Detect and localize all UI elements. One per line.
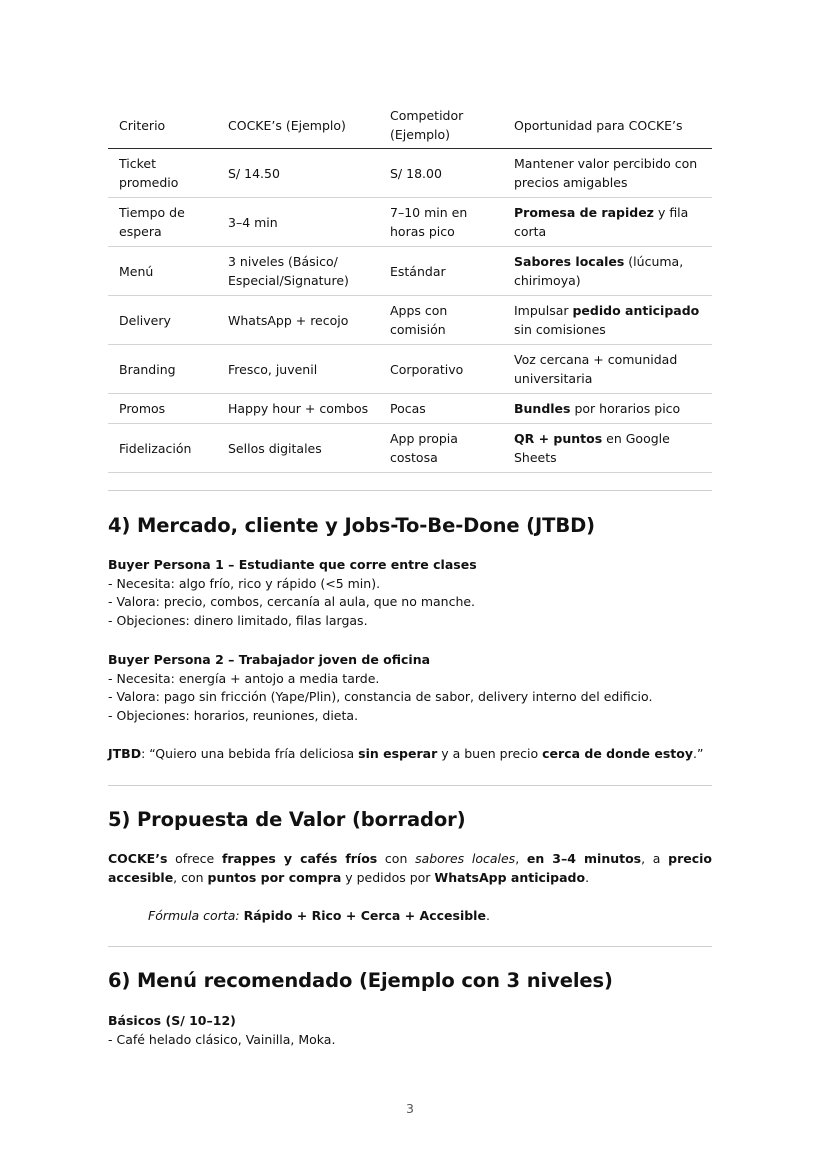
table-cell-criterio: Tiempo de espera — [119, 205, 185, 239]
table-row — [108, 394, 712, 424]
jtbd-text: .” — [693, 746, 704, 761]
table-cell-competidor: Estándar — [390, 263, 446, 279]
table-cell-criterio: Branding — [119, 361, 176, 377]
buyer-persona-1 — [108, 556, 712, 630]
table-cell-criterio: Fidelización — [119, 440, 192, 456]
value-proposition-paragraph: COCKE’s ofrece frappes y cafés fríos con sabores locales, en 3–4 minutos, a precio accesible, con puntos por compra y pedidos por WhatsApp anticipado. — [108, 851, 713, 885]
jtbd-emphasis: sin esperar — [358, 746, 438, 761]
table-cell-cocke: Sellos digitales — [228, 440, 322, 456]
table-row — [108, 149, 712, 198]
menu-basicos — [108, 1012, 712, 1049]
table-cell-competidor: 7–10 min en horas pico — [390, 205, 468, 239]
table-cell-cocke: 3 niveles (Básico/ Especial/Signature) — [228, 254, 349, 288]
persona-title: Buyer Persona 1 – Estudiante que corre entre clases — [108, 557, 477, 572]
table-cell-competidor: App propia costosa — [390, 431, 458, 465]
table-cell-oportunidad: QR + puntos en Google Sheets — [514, 431, 670, 465]
table-cell-cocke: Fresco, juvenil — [228, 361, 318, 377]
short-formula: Fórmula corta: Rápido + Rico + Cerca + Accesible. — [148, 908, 490, 923]
section-divider — [108, 785, 712, 786]
persona-line: - Necesita: algo frío, rico y rápido (<5 min). — [108, 575, 381, 591]
table-cell-criterio: Delivery — [119, 312, 171, 328]
menu-tier-title: Básicos (S/ 10–12) — [108, 1013, 236, 1028]
section-divider — [108, 490, 712, 491]
persona-line: - Objeciones: dinero limitado, filas largas. — [108, 612, 368, 628]
table-cell-criterio: Menú — [119, 263, 154, 279]
table-cell-oportunidad: Mantener valor percibido con precios amigables — [514, 156, 698, 190]
section-5-heading: 5) Propuesta de Valor (borrador) — [108, 808, 466, 831]
jtbd-label: JTBD — [108, 746, 142, 761]
table-cell-competidor: Apps con comisión — [390, 303, 448, 337]
section-divider — [108, 946, 712, 947]
table-header-row — [108, 102, 712, 149]
table-row — [108, 296, 712, 345]
section-4-heading: 4) Mercado, cliente y Jobs-To-Be-Done (JTBD) — [108, 514, 595, 537]
table-cell-competidor: Pocas — [390, 401, 426, 416]
comparison-table — [108, 102, 712, 473]
table-cell-cocke: WhatsApp + recojo — [228, 312, 349, 328]
table-cell-oportunidad: Bundles por horarios pico — [514, 401, 681, 416]
persona-line: - Valora: pago sin fricción (Yape/Plin), constancia de sabor, delivery interno del edificio. — [108, 689, 653, 704]
table-cell-cocke: Happy hour + combos — [228, 401, 369, 416]
table-header-cell: COCKE’s (Ejemplo) — [228, 117, 346, 133]
page-number: 3 — [406, 1101, 414, 1116]
formula-value: Rápido + Rico + Cerca + Accesible — [243, 908, 486, 923]
table-cell-oportunidad: Sabores locales (lúcuma, chirimoya) — [514, 254, 684, 288]
table-cell-criterio: Promos — [119, 401, 166, 416]
persona-line: - Valora: precio, combos, cercanía al aula, que no manche. — [108, 594, 476, 609]
persona-title: Buyer Persona 2 – Trabajador joven de oficina — [108, 652, 431, 667]
table-header-cell: Oportunidad para COCKE’s — [514, 117, 683, 133]
table-header-cell: Criterio — [119, 117, 166, 133]
table-row — [108, 345, 712, 394]
table-header-cell: Competidor (Ejemplo) — [390, 108, 464, 142]
persona-line: - Objeciones: horarios, reuniones, dieta. — [108, 707, 359, 723]
table-cell-cocke: S/ 14.50 — [228, 165, 280, 181]
table-cell-oportunidad: Impulsar pedido anticipado sin comisiones — [514, 303, 700, 337]
table-row — [108, 424, 712, 473]
table-cell-oportunidad: Voz cercana + comunidad universitaria — [514, 352, 678, 386]
formula-label: Fórmula corta: — [148, 908, 240, 923]
table-cell-criterio: Ticket promedio — [119, 156, 179, 190]
persona-line: - Necesita: energía + antojo a media tarde. — [108, 670, 380, 686]
table-cell-oportunidad: Promesa de rapidez y fila corta — [514, 205, 689, 239]
table-cell-competidor: Corporativo — [390, 361, 464, 377]
table-cell-cocke: 3–4 min — [228, 214, 278, 230]
menu-line: - Café helado clásico, Vainilla, Moka. — [108, 1031, 336, 1047]
table-cell-competidor: S/ 18.00 — [390, 165, 442, 181]
jtbd-text: : “Quiero una bebida fría deliciosa — [141, 746, 359, 761]
section-6-heading: 6) Menú recomendado (Ejemplo con 3 niveles) — [108, 969, 613, 992]
jtbd-emphasis: cerca de donde estoy — [542, 746, 694, 761]
jtbd-text: y a buen precio — [437, 746, 543, 761]
buyer-persona-2 — [108, 651, 712, 725]
table-row — [108, 247, 712, 296]
table-row — [108, 198, 712, 247]
jtbd-statement — [108, 745, 712, 764]
